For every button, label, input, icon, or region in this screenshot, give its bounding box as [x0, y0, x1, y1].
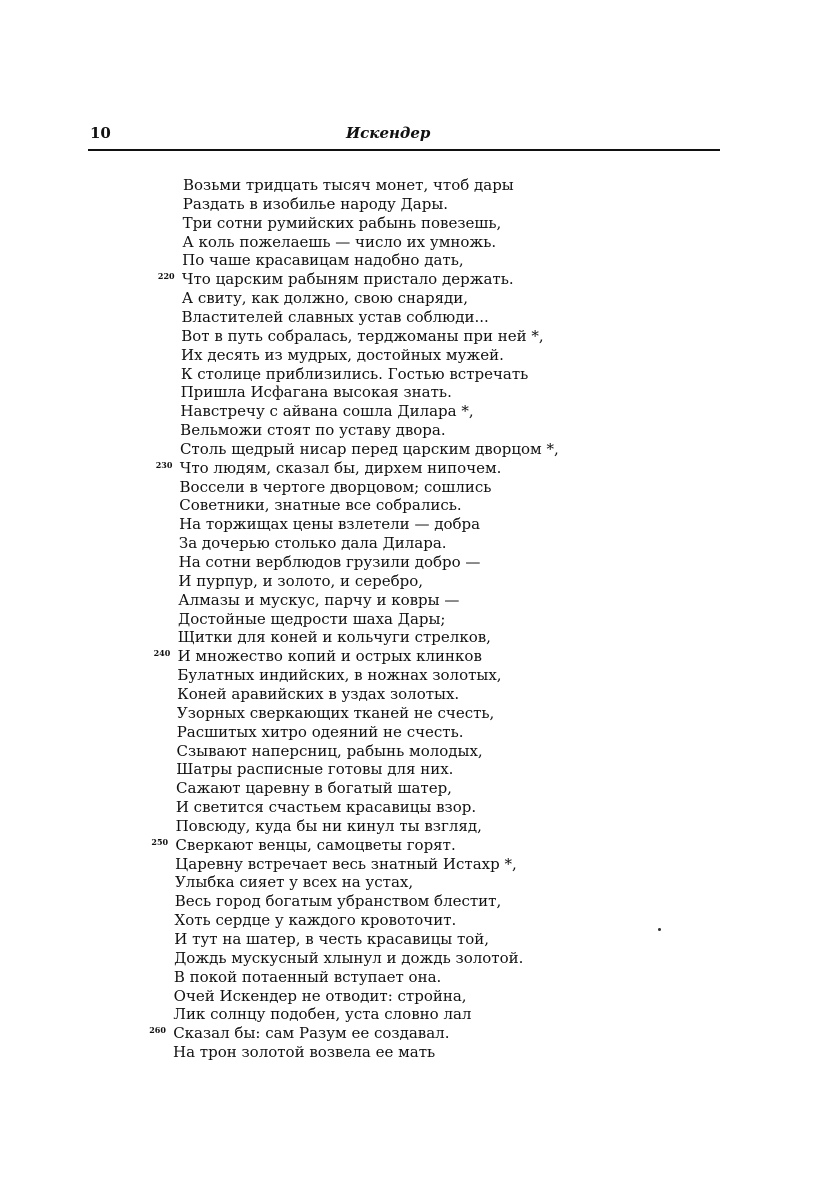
verse-line: Сажают царевну в богатый шатер,: [176, 779, 452, 798]
verse-line: Советники, знатные все собрались.: [179, 496, 462, 515]
verse-line: На трон золотой возвела ее мать: [173, 1043, 436, 1062]
verse-line: Дождь мускусный хлынул и дождь золотой.: [174, 948, 524, 967]
verse-line: На торжищах цены взлетели — добра: [179, 515, 481, 534]
verse-line: Лик солнцу подобен, уста словно лал: [173, 1005, 472, 1024]
verse-line: По чаше красавицам надобно дать,: [182, 251, 464, 270]
print-speck: [658, 928, 661, 931]
verse-line: Булатных индийских, в ножнах золотых,: [177, 666, 502, 685]
line-number: 230: [155, 459, 173, 470]
verse-line: Шатры расписные готовы для них.: [176, 760, 454, 779]
verse-line: Вельможи стоят по уставу двора.: [180, 421, 446, 440]
verse-line: Властителей славных устав соблюди...: [181, 307, 489, 326]
verse-line: Расшитых хитро одеяний не счесть.: [176, 722, 464, 741]
verse-line: К столице приблизились. Гостью встречать: [180, 364, 529, 383]
running-title: Искендер: [346, 124, 431, 142]
verse-line: Воссели в чертоге дворцовом; сошлись: [179, 477, 492, 496]
verse-line: За дочерью столько дала Дилара.: [178, 534, 447, 553]
verse-line: Узорных сверкающих тканей не счесть,: [176, 703, 495, 722]
verse-line: А коль пожелаешь — число их умножь.: [182, 232, 497, 251]
header-rule: [88, 149, 720, 151]
verse-line: Достойные щедрости шаха Дары;: [178, 609, 446, 628]
page-number: 10: [90, 124, 111, 142]
line-number: 240: [153, 648, 171, 659]
verse-line: И светится счастьем красавицы взор.: [175, 798, 477, 817]
line-number: 220: [157, 271, 175, 282]
verse-line: Улыбка сияет у всех на устах,: [174, 873, 414, 892]
verse-line: А свиту, как должно, свою снаряди,: [181, 289, 469, 308]
verse-line: Щитки для коней и кольчуги стрелков,: [177, 628, 491, 647]
verse-line: Пришла Исфагана высокая знать.: [180, 383, 452, 402]
verse-line: Вот в путь собралась, терджоманы при ней *,: [181, 326, 544, 345]
verse-line: Столь щедрый нисар перед царским дворцом *,: [179, 439, 559, 458]
verse-line: Весь город богатым убранством блестит,: [174, 892, 502, 911]
verse-line: Их десять из мудрых, достойных мужей.: [181, 345, 504, 364]
verse-line: Навстречу с айвана сошла Дилара *,: [180, 402, 474, 421]
verse-line: Что царским рабыням пристало держать.: [181, 270, 514, 289]
verse-line: Алмазы и мускус, парчу и ковры —: [178, 590, 460, 609]
verse-line: И тут на шатер, в честь красавицы той,: [174, 930, 490, 948]
verse-line: Сзывают наперсниц, рабынь молодых,: [176, 741, 483, 760]
verse-line: Сказал бы: сам Разум ее создавал.: [173, 1024, 450, 1043]
line-number: 260: [149, 1025, 166, 1036]
verse-line: Три сотни румийских рабынь повезешь,: [182, 213, 502, 232]
verse-line: Раздать в изобилье народу Дары.: [182, 194, 449, 213]
verse-line: Сверкают венцы, самоцветы горят.: [175, 835, 456, 854]
verse-line: Коней аравийских в уздах золотых.: [177, 684, 460, 703]
verse-line: Царевну встречает весь знатный Истахр *,: [175, 854, 517, 873]
verse-line: На сотни верблюдов грузили добро —: [178, 553, 481, 571]
verse-line: И пурпур, и золото, и серебро,: [178, 571, 424, 590]
verse-line: И множество копий и острых клинков: [177, 647, 482, 666]
verse-line: Хоть сердце у каждого кровоточит.: [174, 911, 457, 930]
verse-line: Что людям, сказал бы, дирхем нипочем.: [179, 458, 502, 477]
verse-line: Очей Искендер не отводит: стройна,: [173, 986, 467, 1005]
line-number: 250: [151, 836, 169, 847]
verse-line: Возьми тридцать тысяч монет, чтоб дары: [183, 176, 514, 194]
verse-line: Повсюду, куда бы ни кинул ты взгляд,: [175, 816, 482, 835]
verse-line: В покой потаенный вступает она.: [173, 967, 442, 986]
